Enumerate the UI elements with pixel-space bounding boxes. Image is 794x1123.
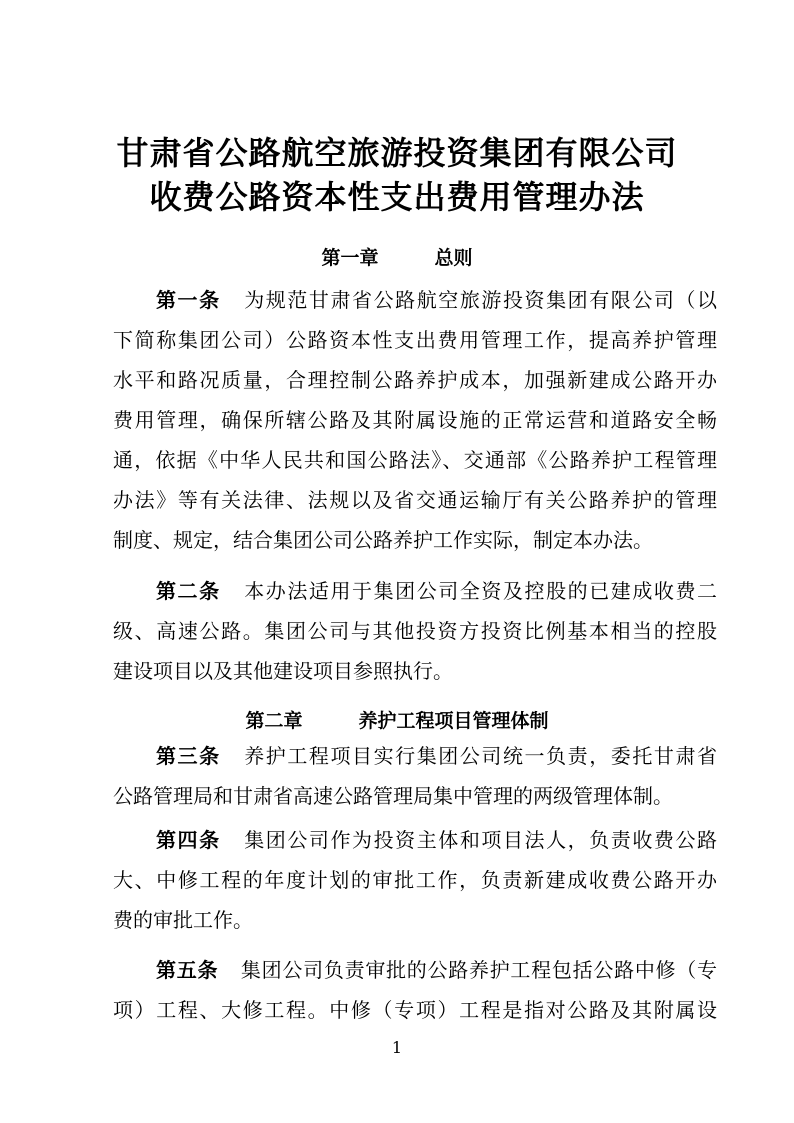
article-5-line-2: 项）工程、大修工程。中修（专项）工程是指对公路及其附属设 (113, 998, 717, 1022)
chapter-name: 养护工程项目管理体制 (358, 710, 549, 732)
chapter-label: 第一章 (321, 247, 379, 269)
article-5-line-1 (156, 955, 717, 985)
article-1-line-2: 下简称集团公司）公路资本性支出费用管理工作，提高养护管理 (113, 328, 717, 352)
article-3-line-1 (156, 741, 717, 771)
article-1-line-6: 办法》等有关法律、法规以及省交通运输厅有关公路养护的管理 (113, 488, 717, 512)
document-title-line-2: 收费公路资本性支出费用管理办法 (149, 178, 645, 216)
article-4-line-3: 费的审批工作。 (113, 908, 253, 932)
document-title-line-1: 甘肃省公路航空旅游投资集团有限公司 (116, 134, 678, 172)
chapter-label: 第二章 (245, 710, 303, 732)
article-text: 集团公司作为投资主体和项目法人，负责收费公路 (242, 828, 717, 852)
article-4-line-2: 大、中修工程的年度计划的审批工作，负责新建成收费公路开办 (113, 868, 717, 892)
article-label: 第一条 (156, 288, 221, 312)
article-2-line-1 (156, 576, 717, 606)
chapter-name: 总则 (434, 247, 473, 269)
article-1-line-4: 费用管理，确保所辖公路及其附属设施的正常运营和道路安全畅 (113, 408, 717, 432)
article-4-line-1 (156, 825, 717, 855)
article-label: 第四条 (156, 828, 221, 852)
article-text: 集团公司负责审批的公路养护工程包括公路中修（专 (240, 958, 717, 982)
article-1-line-7: 制度、规定，结合集团公司公路养护工作实际，制定本办法。 (113, 528, 653, 552)
article-label: 第三条 (156, 744, 221, 768)
article-1-line-3: 水平和路况质量，合理控制公路养护成本，加强新建成公路开办 (113, 368, 717, 392)
article-label: 第二条 (156, 579, 221, 603)
chapter-heading-2 (0, 706, 794, 733)
article-text: 本办法适用于集团公司全资及控股的已建成收费二 (242, 579, 717, 603)
article-label: 第五条 (156, 958, 219, 982)
article-1-line-1 (156, 285, 717, 315)
article-text: 为规范甘肃省公路航空旅游投资集团有限公司（以 (242, 288, 717, 312)
article-3-line-2: 公路管理局和甘肃省高速公路管理局集中管理的两级管理体制。 (113, 784, 673, 808)
article-2-line-2: 级、高速公路。集团公司与其他投资方投资比例基本相当的控股 (113, 619, 717, 643)
article-1-line-5: 通，依据《中华人民共和国公路法》、交通部《公路养护工程管理 (113, 448, 717, 472)
article-text: 养护工程项目实行集团公司统一负责，委托甘肃省 (242, 744, 717, 768)
page-number: 1 (391, 1038, 403, 1057)
chapter-heading-1 (0, 243, 794, 270)
article-2-line-3: 建设项目以及其他建设项目参照执行。 (113, 659, 453, 683)
